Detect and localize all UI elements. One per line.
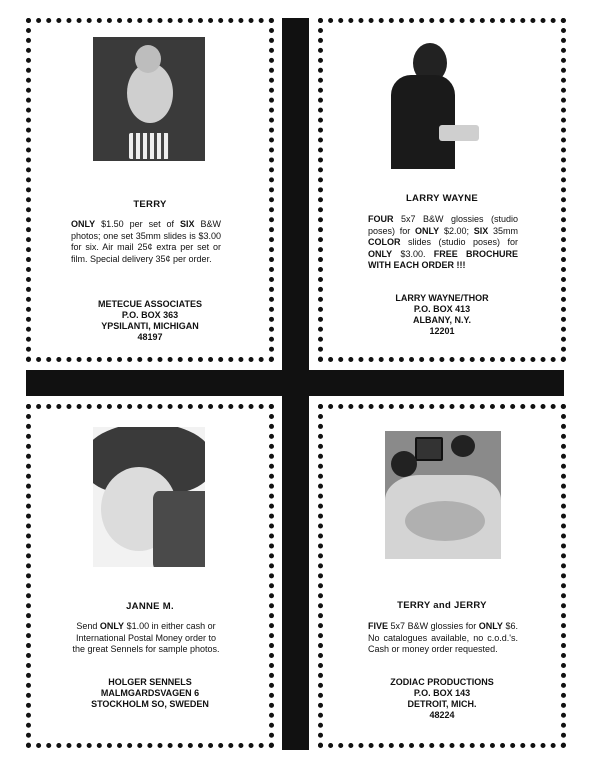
ad-address	[31, 299, 269, 343]
description-run: B&W photos; one set 35mm slides is $3.00 for six. Air mail 25¢ extra per set or film. Special delivery 35¢ per order.	[71, 219, 221, 264]
ad-name: JANNE M.	[126, 601, 174, 612]
description-run: FREE BROCHURE WITH EACH ORDER !!!	[368, 248, 518, 270]
description-run: FIVE	[368, 621, 389, 631]
ad-address	[323, 293, 561, 337]
ad-address	[31, 677, 269, 710]
description-run: $1.00 in either cash or International Postal Money order to the great Sennels for sample photos.	[72, 621, 220, 654]
description-run: slides (studio poses) for	[400, 237, 518, 247]
photo-terry	[93, 37, 205, 161]
ad-panel-terry	[26, 18, 274, 362]
photo-terry-and-jerry	[385, 431, 501, 559]
description-run: ONLY	[71, 219, 96, 229]
ad-description	[71, 219, 221, 265]
address-line: ZODIAC PRODUCTIONS	[390, 677, 494, 687]
description-run: SIX	[180, 219, 195, 229]
address-line: P.O. BOX 143	[413, 688, 471, 698]
description-run: SIX	[473, 225, 489, 236]
ad-name: TERRY and JERRY	[397, 600, 487, 611]
description-run: ONLY	[478, 621, 503, 631]
address-line: DETROIT, MICH.	[407, 699, 477, 709]
description-run: $3.00.	[392, 248, 434, 259]
address-line: P.O. BOX 363	[121, 310, 179, 320]
horizontal-divider-bar	[26, 370, 564, 396]
address-line: 48224	[429, 710, 455, 720]
description-run: $1.50 per set of	[95, 219, 181, 229]
address-line: ALBANY, N.Y.	[412, 315, 471, 325]
description-run: COLOR	[368, 237, 401, 247]
description-run: ONLY	[415, 225, 440, 236]
description-run: Send	[76, 621, 100, 631]
ad-name: TERRY	[133, 199, 167, 210]
ad-description	[368, 621, 518, 656]
description-run: ONLY	[368, 248, 393, 259]
photo-janne-m	[93, 427, 205, 567]
description-run: FOUR	[368, 214, 394, 224]
address-line: LARRY WAYNE/THOR	[395, 293, 489, 303]
address-line: STOCKHOLM SO, SWEDEN	[91, 699, 209, 709]
address-line: 48197	[137, 332, 163, 342]
ad-description	[71, 621, 221, 656]
ad-panel-larry-wayne	[318, 18, 566, 362]
address-line: HOLGER SENNELS	[108, 677, 192, 687]
description-run: 5x7 B&W glossies (studio poses) for	[368, 214, 518, 236]
address-line: METECUE ASSOCIATES	[97, 299, 202, 309]
address-line: YPSILANTI, MICHIGAN	[101, 321, 199, 331]
description-run: $2.00;	[439, 225, 474, 236]
description-run: 35mm	[488, 225, 518, 236]
ad-name: LARRY WAYNE	[405, 193, 479, 204]
description-run: $6. No catalogues available, no c.o.d.'s. Cash or money order requested.	[368, 621, 518, 654]
description-run: ONLY	[99, 621, 125, 631]
description-run: 5x7 B&W glossies for	[388, 621, 479, 631]
ad-description	[368, 214, 518, 272]
ad-panel-terry-and-jerry	[318, 404, 566, 748]
ad-address	[323, 677, 561, 721]
photo-larry-wayne	[383, 37, 493, 169]
address-line: 12201	[429, 326, 455, 336]
address-line: MALMGARDSVAGEN 6	[100, 688, 200, 698]
address-line: P.O. BOX 413	[413, 304, 471, 314]
ad-panel-janne-m	[26, 404, 274, 748]
